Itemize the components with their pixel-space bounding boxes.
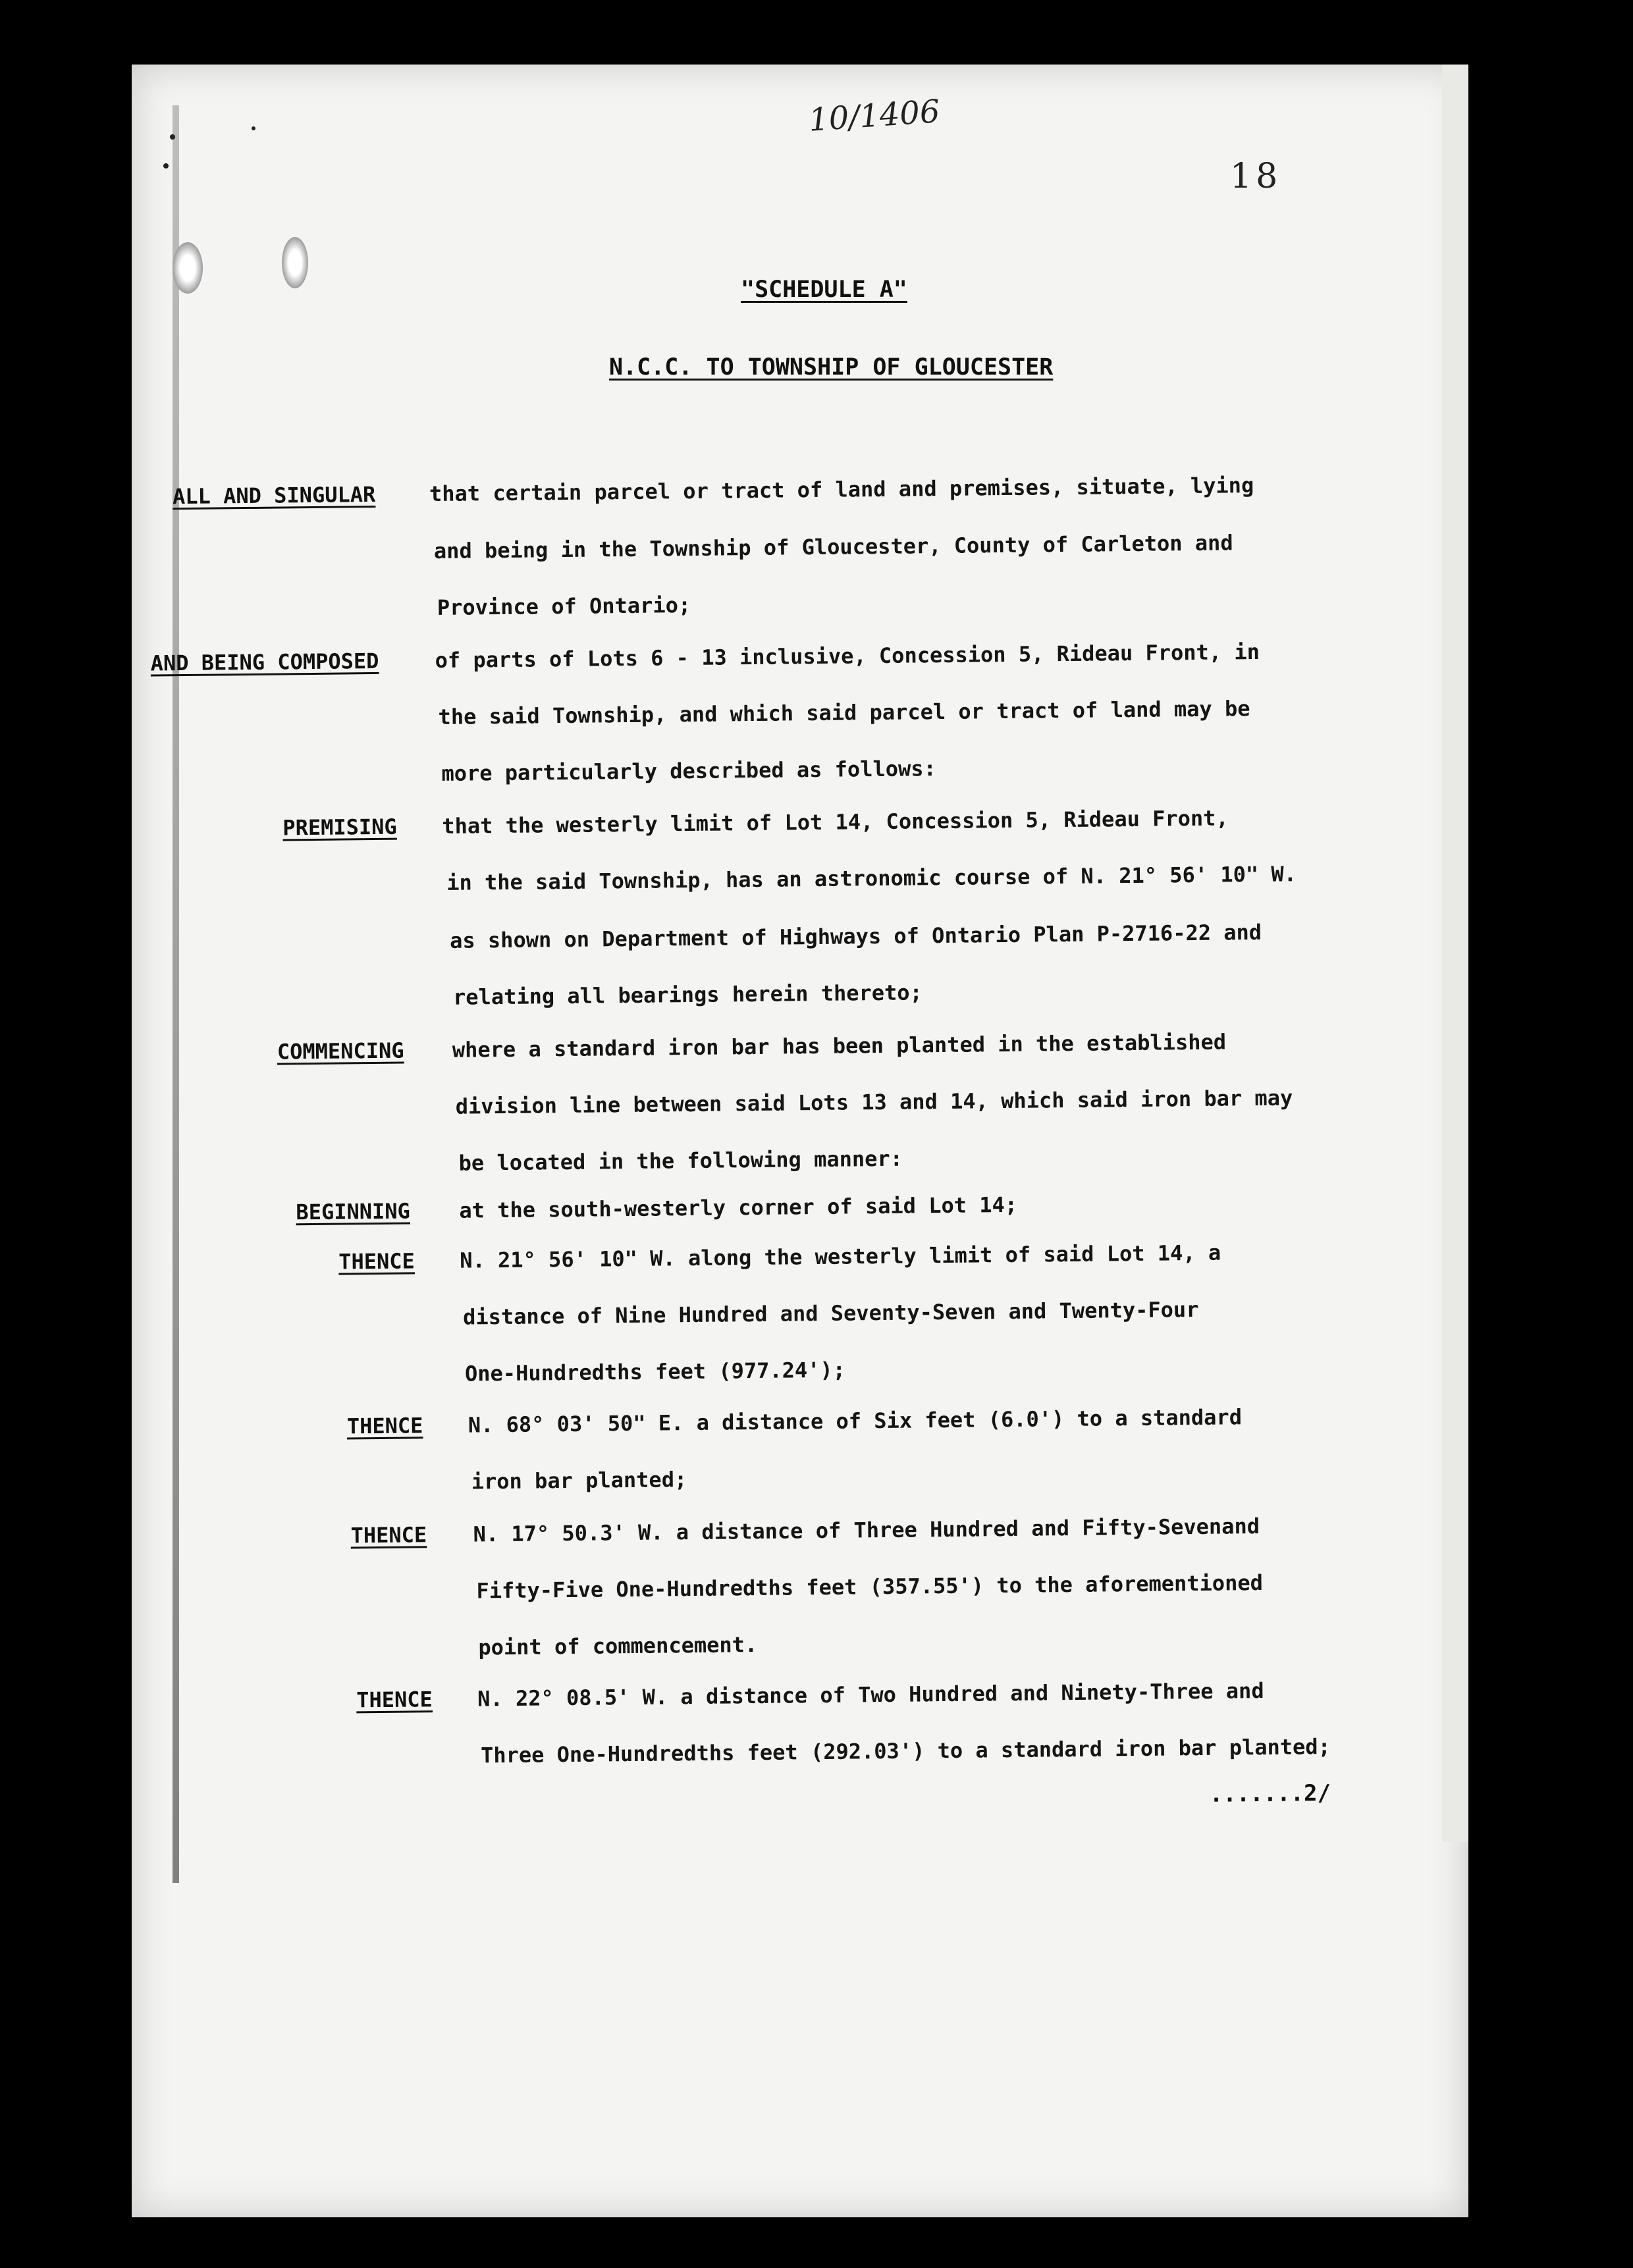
text-line: at the south-westerly corner of said Lot 14; (459, 1192, 1018, 1223)
section-label: THENCE (338, 1248, 415, 1275)
text-line: Province of Ontario; (437, 592, 691, 620)
text-line: of parts of Lots 6 - 13 inclusive, Concession 5, Rideau Front, in (435, 639, 1260, 673)
text-line: distance of Nine Hundred and Seventy-Seven and Twenty-Four (462, 1296, 1199, 1330)
section-label: BEGINNING (296, 1198, 411, 1225)
text-line: division line between said Lots 13 and 14, which said iron bar may (455, 1085, 1293, 1119)
section-label: THENCE (356, 1687, 433, 1713)
text-line: N. 21° 56' 10" W. along the westerly limit of said Lot 14, a (460, 1240, 1221, 1273)
text-line: that certain parcel or tract of land and premises, situate, lying (429, 472, 1254, 507)
continuation-marker: .......2/ (1209, 1780, 1331, 1808)
text-line: point of commencement. (478, 1631, 758, 1660)
text-line: the said Township, and which said parcel or tract of land may be (438, 696, 1250, 729)
text-line: Three One-Hundredths feet (292.03') to a standard iron bar planted; (480, 1733, 1331, 1768)
document-title: "SCHEDULE A" (741, 277, 907, 303)
text-line: relating all bearings herein thereto; (452, 980, 923, 1010)
text-line: in the said Township, has an astronomic course of N. 21° 56' 10" W. (446, 861, 1297, 895)
text-line: as shown on Department of Highways of Ontario Plan P-2716-22 and (449, 919, 1262, 953)
document-subtitle: N.C.C. TO TOWNSHIP OF GLOUCESTER (609, 354, 1054, 381)
text-line: be located in the following manner: (458, 1146, 903, 1176)
text-line: N. 17° 50.3' W. a distance of Three Hundred and Fifty-Sevenand (473, 1513, 1260, 1547)
section-label: ALL AND SINGULAR (172, 481, 376, 510)
file-reference: 10/1406 (807, 93, 942, 139)
text-line: iron bar planted; (471, 1467, 687, 1494)
section-label: PREMISING (282, 814, 397, 841)
text-line: that the westerly limit of Lot 14, Concession 5, Rideau Front, (442, 805, 1229, 839)
text-line: N. 22° 08.5' W. a distance of Two Hundred and Ninety-Three and (477, 1677, 1264, 1712)
text-line: N. 68° 03' 50" E. a distance of Six feet (6.0') to a standard (468, 1404, 1243, 1438)
page-number: 18 (1230, 157, 1282, 196)
text-line: One-Hundredths feet (977.24'); (464, 1357, 846, 1386)
section-label: THENCE (350, 1522, 427, 1548)
section-label: AND BEING COMPOSED (150, 648, 379, 676)
section-label: THENCE (346, 1413, 423, 1439)
section-label: COMMENCING (277, 1038, 404, 1065)
text-line: where a standard iron bar has been planted in the established (452, 1029, 1227, 1063)
text-line: more particularly described as follows: (441, 756, 936, 786)
text-line: Fifty-Five One-Hundredths feet (357.55') to the aforementioned (476, 1569, 1264, 1604)
text-line: and being in the Township of Gloucester, County of Carleton and (433, 530, 1233, 564)
